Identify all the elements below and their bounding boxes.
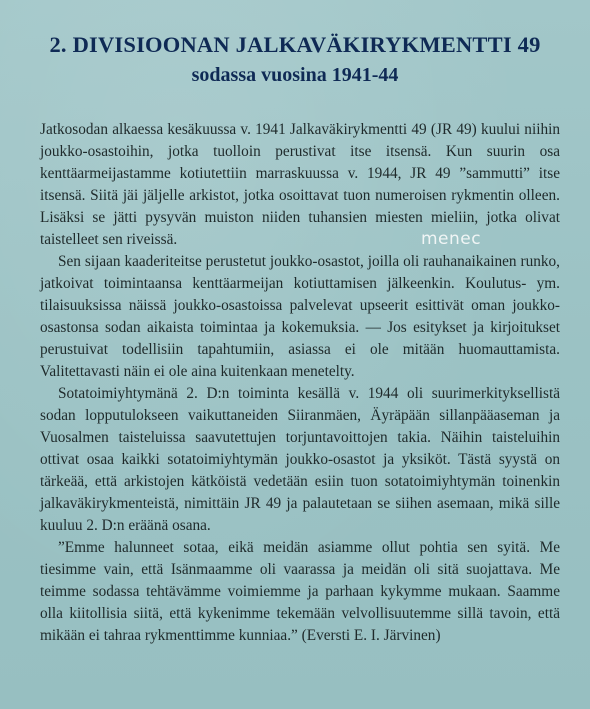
- paragraph-4: ”Emme halunneet sotaa, eikä meidän asiamme ollut pohtia sen syitä. Me tiesimme vain, että Isänmaamme oli vaarassa ja meidän oli sitä suojattava. Me teimme sodassa tehtävämme voimiemme ja parhaan kykymme mukaan. Saamme olla kiitollisia siitä, että kykenimme tekemään velvollisuutemme sillä tavoin, että mikään ei tahraa rykmenttimme kunniaa.” (Eversti E. I. Järvinen): [40, 539, 560, 644]
- paragraph-1: Jatkosodan alkaessa kesäkuussa v. 1941 Jalkaväkirykmentti 49 (JR 49) kuului niihin joukko-osastoihin, jotka tuolloin perustivat itse itsensä. Kun suurin osa kenttäarmeijastamme kotiutettiin marraskuussa v. 1944, JR 49 ”sammutti” itse itsensä. Siitä jäi jäljelle arkistot, jotka osoittavat tuon numeroisen rykmentin olleen. Lisäksi se jätti pysyvän muiston niiden tuhansien miesten mieliin, jotka olivat taistelleet sen riveissä.: [40, 121, 560, 248]
- body-text: [40, 119, 560, 647]
- paragraph-3: Sotatoimiyhtymänä 2. D:n toiminta kesällä v. 1944 oli suurimerkityksellistä sodan lopputulokseen vaikuttaneiden Siiranmäen, Äyräpään sillanpääaseman ja Vuosalmen taisteluissa saavutettujen torjuntavoittojen takia. Näihin taisteluihin ottivat osaa kaikki sotatoimiyhtymän joukko-osastot ja yksiköt. Tästä syystä on tärkeää, että arkistojen kätköistä vedetään esiin tuon sotatoimiyhtymän toinenkin jalkaväkirykmenteistä, nimittäin JR 49 ja palautetaan se siihen asemaan, mikä sille kuuluu 2. D:n eräänä osana.: [40, 385, 560, 534]
- watermark-text: menec: [421, 229, 482, 249]
- paragraph-2: Sen sijaan kaaderiteitse perustetut joukko-osastot, joilla oli rauhanaikainen runko, jatkoivat toimintaansa kenttäarmeijan kotiuttamisen jälkeenkin. Koulutus- ym. tilaisuuksissa näissä joukko-osastoissa palvelevat upseerit esittivät oman joukko-osastonsa sodan aikaista toimintaa ja kokemuksia. — Jos esitykset ja kirjoitukset perustuivat todellisiin tapahtumiin, asiassa ei ole mitään huomauttamista. Valitettavasti näin ei ole aina kuitenkaan menetelty.: [40, 253, 560, 380]
- page-subtitle: sodassa vuosina 1941-44: [191, 64, 399, 86]
- page-title: 2. DIVISIOONAN JALKAVÄKIRYKMENTTI 49: [49, 32, 541, 57]
